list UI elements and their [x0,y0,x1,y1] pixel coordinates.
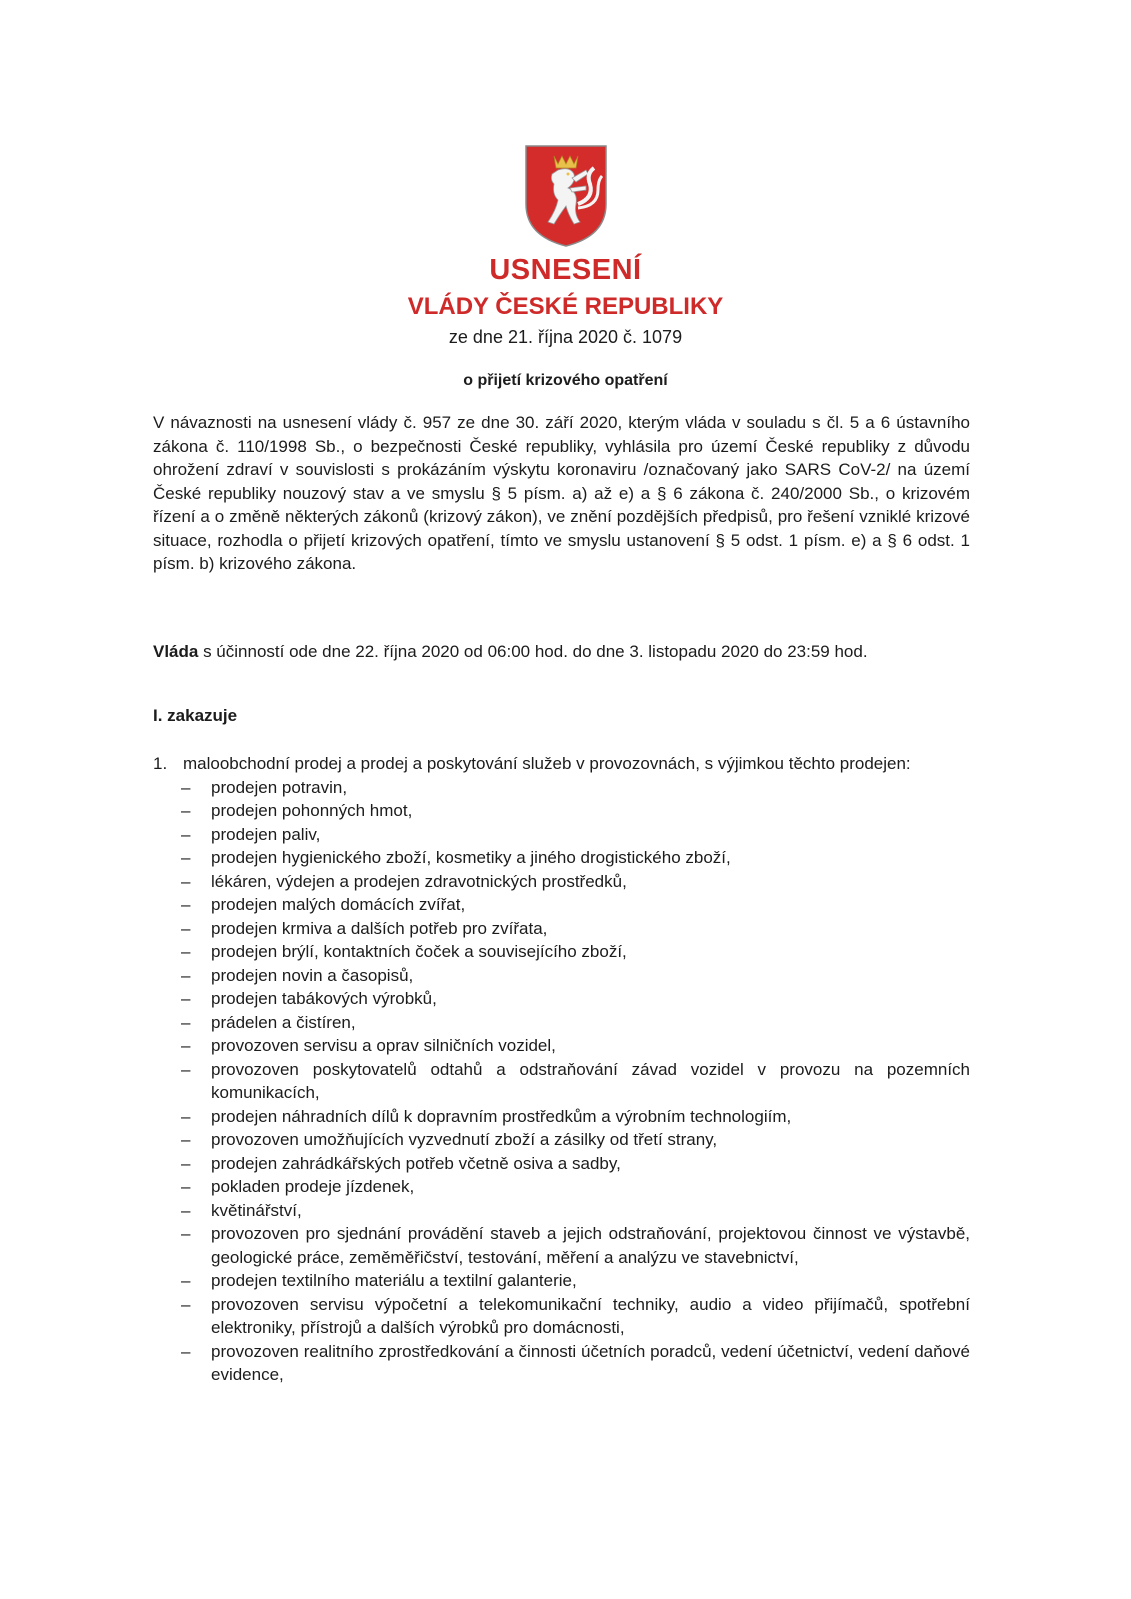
document-title: USNESENÍ [489,254,642,286]
effect-text: s účinností ode dne 22. října 2020 od 06:00 hod. do dne 3. listopadu 2020 do 23:59 hod. [198,642,868,661]
list-item: – prádelen a čistíren, [153,1011,970,1035]
intro-paragraph: V návaznosti na usnesení vlády č. 957 ze dne 30. září 2020, kterým vláda v souladu s čl. 5 a 6 ústavního zákona č. 110/1998 Sb., o bezpečnosti České republiky, vyhlásila pro území České republiky z důvodu ohrožení zdraví v souvislosti s prokázáním výskytu koronaviru /označovaný jako SARS CoV-2/ na území České republiky nouzový stav a ve smyslu § 5 písm. a) až e) a § 6 zákona č. 240/2000 Sb., o krizovém řízení a o změně některých zákonů (krizový zákon), ve znění pozdějších předpisů, pro řešení vzniklé krizové situace, rozhodla o přijetí krizových opatření, tímto ve smyslu ustanovení § 5 odst. 1 písm. e) a § 6 odst. 1 písm. b) krizového zákona. [153,413,970,573]
list-item: – prodejen pohonných hmot, [153,799,970,823]
resolution-date-line: ze dne 21. října 2020 č. 1079 [448,327,683,347]
effect-paragraph [153,640,970,664]
list-item: – prodejen tabákových výrobků, [153,987,970,1011]
resolution-subject: o přijetí krizového opatření [463,372,668,389]
list-item: – prodejen paliv, [153,823,970,847]
list-item: – lékáren, výdejen a prodejen zdravotnických prostředků, [153,870,970,894]
list-item: – provozoven pro sjednání provádění staveb a jejich odstraňování, projektovou činnost ve výstavbě, geologické práce, zeměměřičství, testování, měření a analýzu ve stavebnictví, [153,1222,970,1269]
list-item: – provozoven servisu výpočetní a telekomunikační techniky, audio a video přijímačů, spotřební elektroniky, přístrojů a dalších výrobků pro domácnosti, [153,1293,970,1340]
exception-list [153,776,970,1387]
document-subtitle: VLÁDY ČESKÉ REPUBLIKY [407,293,724,320]
list-item: – prodejen malých domácích zvířat, [153,893,970,917]
list-item: – prodejen textilního materiálu a textilní galanterie, [153,1269,970,1293]
numbered-item [153,752,970,1387]
list-item: – prodejen hygienického zboží, kosmetiky a jiného drogistického zboží, [153,846,970,870]
effect-subject: Vláda [153,642,199,661]
list-item: – provozoven servisu a oprav silničních vozidel, [153,1034,970,1058]
item-number: 1. [153,754,168,773]
list-item: – prodejen potravin, [153,776,970,800]
list-item: – prodejen novin a časopisů, [153,964,970,988]
czech-coat-of-arms-icon [524,144,608,248]
list-item: – prodejen zahrádkářských potřeb včetně osiva a sadby, [153,1152,970,1176]
list-item: – pokladen prodeje jízdenek, [153,1175,970,1199]
list-item: – provozoven umožňujících vyzvednutí zboží a zásilky od třetí strany, [153,1128,970,1152]
list-item: – prodejen brýlí, kontaktních čoček a souvisejícího zboží, [153,940,970,964]
list-item: – prodejen náhradních dílů k dopravním prostředkům a výrobním technologiím, [153,1105,970,1129]
item-text: maloobchodní prodej a prodej a poskytování služeb v provozovnách, s výjimkou těchto prodejen: [183,754,911,773]
list-item: – květinářství, [153,1199,970,1223]
list-item: – prodejen krmiva a dalších potřeb pro zvířata, [153,917,970,941]
list-item: – provozoven realitního zprostředkování a činnosti účetních poradců, vedení účetnictví, vedení daňové evidence, [153,1340,970,1387]
list-item: – provozoven poskytovatelů odtahů a odstraňování závad vozidel v provozu na pozemních komunikacích, [153,1058,970,1105]
section-heading: I. zakazuje [153,706,238,725]
